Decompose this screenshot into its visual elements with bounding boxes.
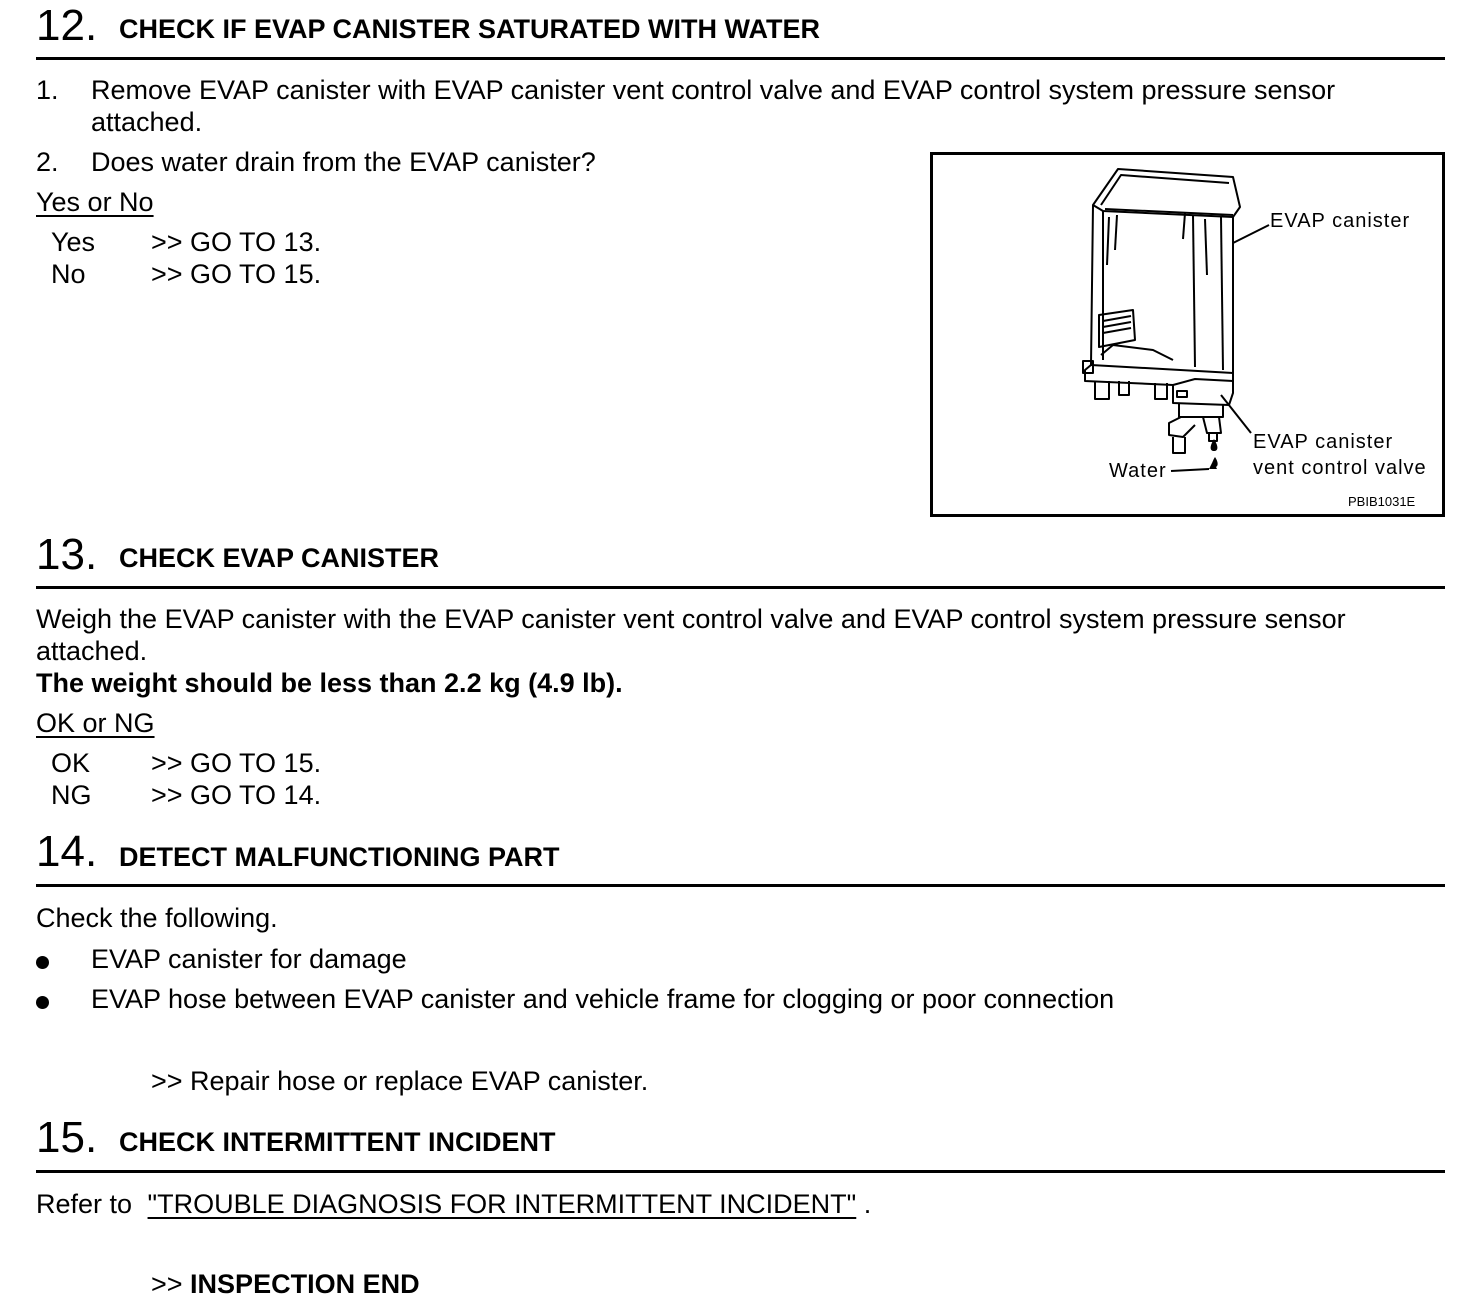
- item-1-line-1: Remove EVAP canister with EVAP canister vent control valve and EVAP control system pressure sensor: [91, 75, 1336, 105]
- refer-line: [36, 1188, 871, 1220]
- step-12-rule: [36, 57, 1445, 60]
- step-13-title: CHECK EVAP CANISTER: [119, 543, 440, 573]
- answer-ok-action[interactable]: >> GO TO 15.: [151, 748, 322, 778]
- weigh-instruction-line-2: attached.: [36, 636, 148, 666]
- item-2-number: 2.: [36, 147, 59, 177]
- figure-code: PBIB1031E: [1348, 494, 1416, 509]
- item-1-line-2: attached.: [91, 107, 203, 137]
- repair-action: >> Repair hose or replace EVAP canister.: [151, 1066, 649, 1096]
- item-2-text: Does water drain from the EVAP canister?: [91, 147, 596, 177]
- check-item-1: EVAP canister for damage: [91, 944, 407, 974]
- label-evap-canister: EVAP canister: [1270, 210, 1411, 232]
- answer-no-action[interactable]: >> GO TO 15.: [151, 259, 322, 289]
- item-1-number: 1.: [36, 75, 59, 105]
- ok-ng-question: OK or NG: [36, 708, 155, 738]
- answer-no-key: No: [51, 259, 86, 289]
- check-item-2: EVAP hose between EVAP canister and vehicle frame for clogging or poor connection: [91, 984, 1115, 1014]
- answer-ng-action[interactable]: >> GO TO 14.: [151, 780, 322, 810]
- weight-spec: The weight should be less than 2.2 kg (4.9 lb).: [36, 668, 623, 698]
- step-14-number: 14.: [36, 827, 98, 876]
- weigh-instruction-line-1: Weigh the EVAP canister with the EVAP canister vent control valve and EVAP control system pressure sensor: [36, 604, 1346, 634]
- label-water: Water: [1109, 460, 1167, 482]
- answer-yes-action[interactable]: >> GO TO 13.: [151, 227, 322, 257]
- answer-yes-key: Yes: [51, 227, 96, 257]
- answer-ok-key: OK: [51, 748, 91, 778]
- check-intro: Check the following.: [36, 903, 278, 933]
- refer-prefix: Refer to: [36, 1189, 140, 1219]
- label-valve-line-2: vent control valve: [1253, 457, 1427, 479]
- step-14-title: DETECT MALFUNCTIONING PART: [119, 842, 560, 872]
- step-13-number: 13.: [36, 530, 98, 579]
- step-12-number: 12.: [36, 1, 98, 50]
- end-arrows: >>: [151, 1269, 191, 1299]
- step-13-rule: [36, 586, 1445, 589]
- step-15-title: CHECK INTERMITTENT INCIDENT: [119, 1127, 556, 1157]
- refer-suffix: .: [856, 1189, 872, 1219]
- intermittent-incident-link[interactable]: "TROUBLE DIAGNOSIS FOR INTERMITTENT INCIDENT": [147, 1189, 857, 1219]
- step-14-rule: [36, 884, 1445, 887]
- yes-no-question: Yes or No: [36, 187, 154, 217]
- step-12-title: CHECK IF EVAP CANISTER SATURATED WITH WATER: [119, 14, 820, 44]
- step-15-number: 15.: [36, 1113, 98, 1162]
- inspection-end-line: [151, 1268, 420, 1300]
- bullet-dot: [36, 956, 49, 969]
- step-15-rule: [36, 1170, 1445, 1173]
- answer-ng-key: NG: [51, 780, 92, 810]
- label-valve-line-1: EVAP canister: [1253, 431, 1394, 453]
- inspection-end-text: INSPECTION END: [190, 1269, 420, 1299]
- evap-canister-figure: [930, 152, 1445, 517]
- bullet-dot: [36, 996, 49, 1009]
